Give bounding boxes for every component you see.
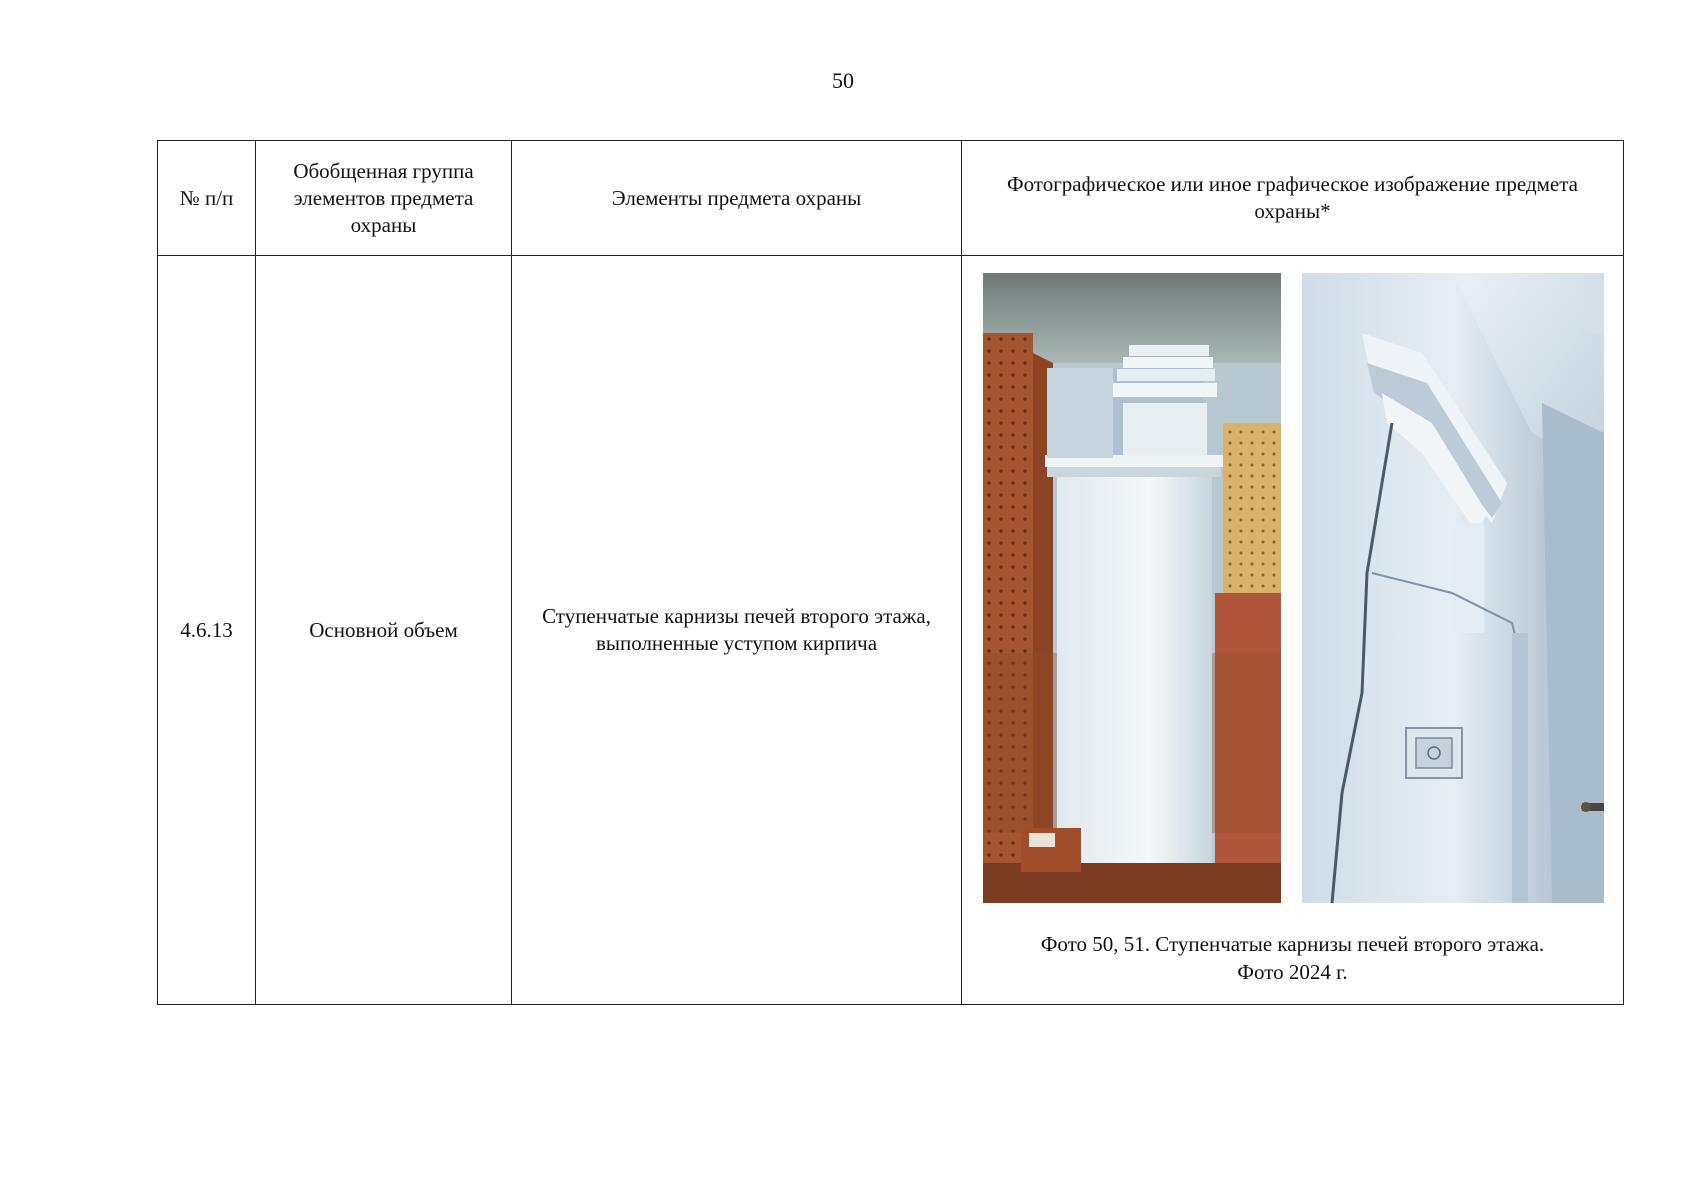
- photo-51: [1302, 273, 1604, 903]
- header-number: № п/п: [158, 141, 256, 256]
- header-elements: Элементы предмета охраны: [512, 141, 962, 256]
- header-image: Фотографическое или иное графическое изображение предмета охраны*: [962, 141, 1624, 256]
- row-number: 4.6.13: [158, 256, 256, 1005]
- row-group: Основной объем: [256, 256, 512, 1005]
- row-element: Ступенчатые карнизы печей второго этажа, выполненные уступом кирпича: [512, 256, 962, 1005]
- header-group: Обобщенная группа элементов предмета охраны: [256, 141, 512, 256]
- page-number: 50: [832, 68, 854, 93]
- photo-50: [983, 273, 1281, 903]
- photo-caption: [962, 930, 1623, 986]
- caption-line-2: Фото 2024 г.: [1237, 960, 1348, 984]
- table-header-row: [158, 141, 1624, 256]
- caption-line-1: Фото 50, 51. Ступенчатые карнизы печей второго этажа.: [1040, 932, 1545, 956]
- photo-cell: [962, 256, 1624, 1005]
- table-row: [158, 256, 1624, 1005]
- protection-table: [157, 140, 1624, 1005]
